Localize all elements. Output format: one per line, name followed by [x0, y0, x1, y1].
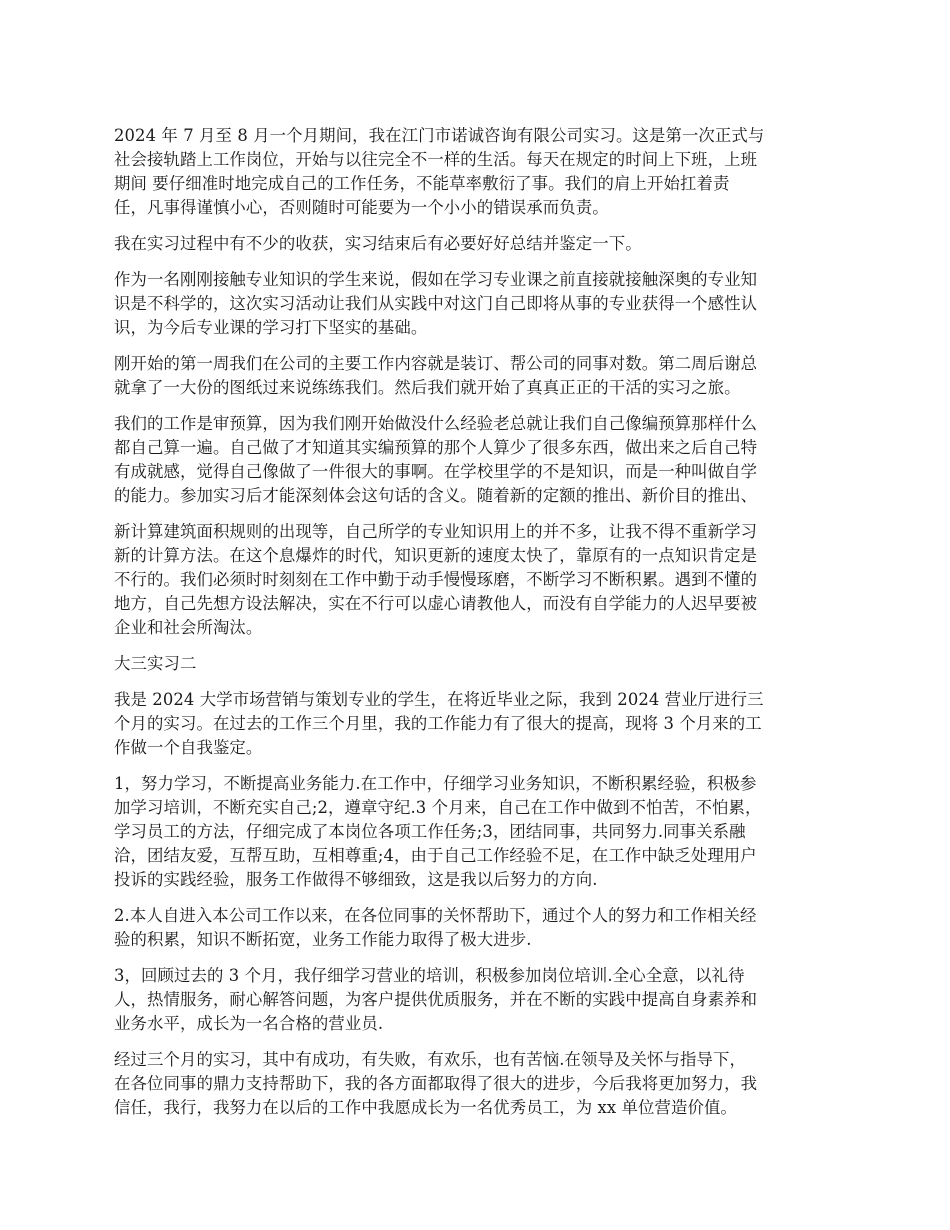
paragraph-gains	[114, 232, 840, 256]
paragraph-budget-review	[114, 412, 840, 508]
text-line: 不行的。我们必须时时刻刻在工作中勤于动手慢慢琢磨，不断学习不断积累。遇到不懂的	[114, 570, 758, 589]
text-line: 经过三个月的实习，其中有成功，有失败，有欢乐，也有苦恼.在领导及关怀与指导下，	[114, 1050, 746, 1069]
text-line: 2.本人自进入本公司工作以来，在各位同事的关怀帮助下，通过个人的努力和工作相关经	[114, 906, 757, 925]
text-line: 企业和社会所淘汰。	[114, 618, 263, 637]
paragraph-point-two	[114, 904, 840, 952]
text-line: 验的积累，知识不断拓宽，业务工作能力取得了极大进步.	[114, 930, 532, 949]
text-line: 社会接轨踏上工作岗位，开始与以往完全不一样的生活。每天在规定的时间上下班，上班	[114, 150, 758, 169]
text-line: 刚开始的第一周我们在公司的主要工作内容就是装订、帮公司的同事对数。第二周后谢总	[114, 354, 758, 373]
text-line: 我是 2024 大学市场营销与策划专业的学生，在将近毕业之际，我到 2024 营业厅进行三	[114, 690, 764, 709]
text-line: 都自己算一遍。自己做了才知道其实编预算的那个人算少了很多东西，做出来之后自己特	[114, 438, 758, 457]
text-line: 学习员工的方法，仔细完成了本岗位各项工作任务;3，团结同事，共同努力.同事关系融	[114, 822, 746, 841]
text-line: 识，为今后专业课的学习打下坚实的基础。	[114, 318, 428, 337]
text-line: 2024 年 7 月至 8 月一个月期间，我在江门市诺诚咨询有限公司实习。这是第一次正式与	[114, 126, 765, 145]
document-body	[114, 124, 840, 1132]
text-line: 有成就感，觉得自己像做了一件很大的事啊。在学校里学的不是知识，而是一种叫做自学	[114, 462, 758, 481]
text-line: 加学习培训，不断充实自己;2，遵章守纪.3 个月来，自己在工作中做到不怕苦，不怕累，	[114, 798, 762, 817]
text-line: 地方，自己先想方设法解决，实在不行可以虚心请教他人，而没有自学能力的人迟早要被	[114, 594, 758, 613]
text-line: 人，热情服务，耐心解答问题，为客户提供优质服务，并在不断的实践中提高自身素养和	[114, 990, 758, 1009]
section-heading-internship-two	[114, 652, 840, 676]
paragraph-conclusion	[114, 1048, 840, 1120]
text-line: 我们的工作是审预算，因为我们刚开始做没什么经验老总就让我们自己像编预算那样什么	[114, 414, 758, 433]
text-line: 3，回顾过去的 3 个月，我仔细学习营业的培训，积极参加岗位培训.全心全意，以礼待	[114, 966, 745, 985]
text-line: 新计算建筑面积规则的出现等，自己所学的专业知识用上的并不多，让我不得不重新学习	[114, 522, 758, 541]
text-line: 在各位同事的鼎力支持帮助下，我的各方面都取得了很大的进步，今后我将更加努力，我	[114, 1074, 758, 1093]
paragraph-point-one	[114, 772, 840, 892]
paragraph-point-three	[114, 964, 840, 1036]
text-line: 的能力。参加实习后才能深刻体会这句话的含义。随着新的定额的推出、新价目的推出、	[114, 486, 758, 505]
text-line: 作为一名刚刚接触专业知识的学生来说，假如在学习专业课之前直接就接触深奥的专业知	[114, 270, 758, 289]
text-line: 作做一个自我鉴定。	[114, 738, 263, 757]
paragraph-self-learning	[114, 520, 840, 640]
text-line: 任，凡事得谨慎小心，否则随时可能要为一个小小的错误承而负责。	[114, 198, 609, 217]
text-line: 信任，我行，我努力在以后的工作中我愿成长为一名优秀员工，为 xx 单位营造价值。	[114, 1098, 737, 1117]
paragraph-internship-intro	[114, 124, 840, 220]
text-line: 洽，团结友爱，互帮互助，互相尊重;4，由于自己工作经验不足，在工作中缺乏处理用户	[114, 846, 757, 865]
text-line: 我在实习过程中有不少的收获，实习结束后有必要好好总结并鉴定一下。	[114, 234, 642, 253]
paragraph-perceptual-knowledge	[114, 268, 840, 340]
text-line: 业务水平，成长为一名合格的营业员.	[114, 1014, 384, 1033]
text-line: 就拿了一大份的图纸过来说练练我们。然后我们就开始了真真正正的干活的实习之旅。	[114, 378, 741, 397]
text-line: 大三实习二	[114, 654, 197, 673]
text-line: 投诉的实践经验，服务工作做得不够细致，这是我以后努力的方向.	[114, 870, 598, 889]
text-line: 识是不科学的，这次实习活动让我们从实践中对这门自己即将从事的专业获得一个感性认	[114, 294, 758, 313]
paragraph-marketing-student	[114, 688, 840, 760]
text-line: 新的计算方法。在这个息爆炸的时代，知识更新的速度太快了，靠原有的一点知识肯定是	[114, 546, 758, 565]
text-line: 期间 要仔细准时地完成自己的工作任务，不能草率敷衍了事。我们的肩上开始扛着责	[114, 174, 730, 193]
text-line: 1，努力学习，不断提高业务能力.在工作中，仔细学习业务知识，不断积累经验，积极参	[114, 774, 757, 793]
paragraph-first-week	[114, 352, 840, 400]
text-line: 个月的实习。在过去的工作三个月里，我的工作能力有了很大的提高，现将 3 个月来的工	[114, 714, 762, 733]
